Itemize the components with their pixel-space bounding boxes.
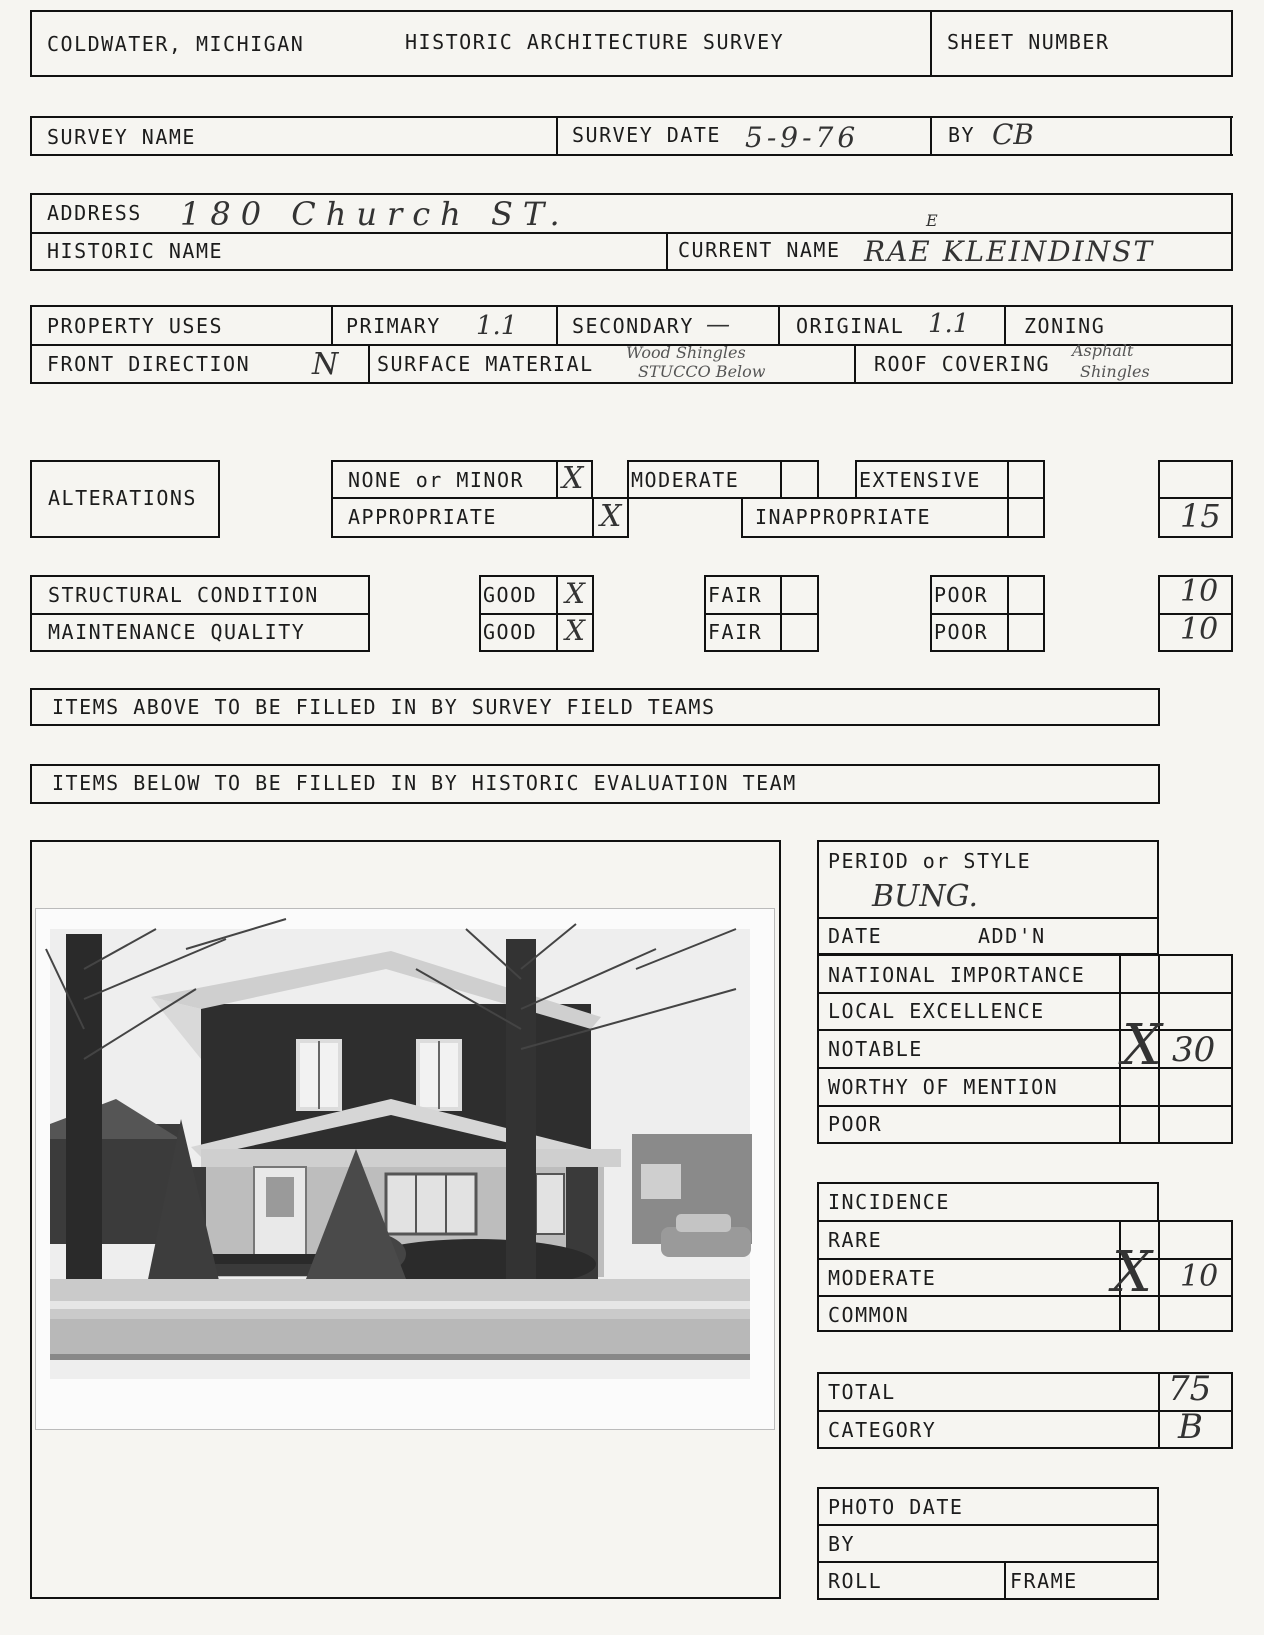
worthy-label: WORTHY OF MENTION bbox=[828, 1075, 1059, 1099]
alt-appropriate-label: APPROPRIATE bbox=[348, 505, 497, 529]
surface-material-label: SURFACE MATERIAL bbox=[377, 352, 594, 376]
surface-material-line1: Wood Shingles bbox=[626, 343, 746, 362]
local-excellence-label: LOCAL EXCELLENCE bbox=[828, 999, 1045, 1023]
period-style-value: BUNG. bbox=[872, 879, 979, 914]
roll-frame-divider bbox=[1004, 1561, 1006, 1600]
importance-row-3 bbox=[817, 1067, 1233, 1069]
original-label: ORIGINAL bbox=[796, 314, 905, 338]
form-title: HISTORIC ARCHITECTURE SURVEY bbox=[405, 30, 785, 54]
front-direction-label: FRONT DIRECTION bbox=[47, 352, 251, 376]
address-label: ADDRESS bbox=[47, 201, 142, 225]
alt-moderate-check-div bbox=[780, 460, 782, 499]
fair-check-div bbox=[780, 575, 782, 652]
national-importance-label: NATIONAL IMPORTANCE bbox=[828, 963, 1086, 987]
survey-divider-2 bbox=[930, 116, 932, 156]
secondary-value: — bbox=[706, 310, 730, 338]
name-divider bbox=[666, 232, 668, 271]
maintenance-good-mark: X bbox=[565, 614, 585, 647]
notable-label: NOTABLE bbox=[828, 1037, 923, 1061]
incidence-label: INCIDENCE bbox=[828, 1190, 950, 1214]
poor-check-div bbox=[1007, 575, 1009, 652]
importance-row-4 bbox=[817, 1105, 1233, 1107]
rare-label: RARE bbox=[828, 1228, 883, 1252]
poor-label-maintenance: POOR bbox=[934, 620, 989, 644]
common-label: COMMON bbox=[828, 1303, 910, 1327]
prop-div-6 bbox=[854, 344, 856, 384]
incidence-row-1 bbox=[817, 1258, 1233, 1260]
importance-row-2 bbox=[817, 1029, 1233, 1031]
alt-appropriate-check-div bbox=[592, 497, 594, 538]
addn-label: ADD'N bbox=[978, 924, 1046, 948]
totals-col-div bbox=[1158, 1372, 1160, 1449]
survey-right-edge bbox=[1230, 116, 1232, 156]
house-photo-image bbox=[36, 909, 774, 1429]
roof-covering-label: ROOF COVERING bbox=[874, 352, 1051, 376]
alterations-label: ALTERATIONS bbox=[48, 486, 197, 510]
note-above: ITEMS ABOVE TO BE FILLED IN BY SURVEY FIELD TEAMS bbox=[52, 695, 716, 719]
incidence-score-div bbox=[1158, 1220, 1160, 1332]
roof-covering-line1: Asphalt bbox=[1072, 341, 1134, 360]
totals-divider bbox=[817, 1410, 1233, 1412]
historic-name-label: HISTORIC NAME bbox=[47, 239, 224, 263]
alt-score: 15 bbox=[1180, 497, 1221, 535]
alt-none-minor-label: NONE or MINOR bbox=[348, 468, 525, 492]
alt-appropriate-mark: X bbox=[600, 499, 622, 534]
structural-score: 10 bbox=[1180, 574, 1219, 609]
poor-label-structural: POOR bbox=[934, 583, 989, 607]
house-photo bbox=[35, 908, 775, 1430]
maintenance-score: 10 bbox=[1180, 612, 1219, 647]
alt-inappropriate-label: INAPPROPRIATE bbox=[755, 505, 932, 529]
structural-condition-label: STRUCTURAL CONDITION bbox=[48, 583, 319, 607]
maintenance-quality-label: MAINTENANCE QUALITY bbox=[48, 620, 306, 644]
front-direction-value: N bbox=[312, 347, 339, 382]
prop-div-2 bbox=[556, 305, 558, 344]
original-value: 1.1 bbox=[928, 309, 970, 339]
alt-none-minor-mark: X bbox=[562, 461, 584, 496]
alt-none-minor-check-div bbox=[556, 460, 558, 499]
good-check-div bbox=[556, 575, 558, 652]
incidence-row-2 bbox=[817, 1295, 1233, 1297]
good-label-maintenance: GOOD bbox=[483, 620, 538, 644]
total-value: 75 bbox=[1168, 1369, 1212, 1409]
fair-label-maintenance: FAIR bbox=[708, 620, 763, 644]
photo-info-row-1 bbox=[817, 1524, 1159, 1526]
survey-divider-1 bbox=[556, 116, 558, 156]
notable-mark: X bbox=[1122, 1013, 1162, 1078]
secondary-label: SECONDARY bbox=[572, 314, 694, 338]
importance-col-div bbox=[1119, 954, 1121, 1144]
alt-moderate-label: MODERATE bbox=[631, 468, 740, 492]
prop-div-3 bbox=[778, 305, 780, 344]
sheet-number-label: SHEET NUMBER bbox=[947, 30, 1110, 54]
category-label: CATEGORY bbox=[828, 1418, 937, 1442]
incidence-moderate-score: 10 bbox=[1180, 1259, 1219, 1294]
survey-by-value: CB bbox=[992, 118, 1034, 151]
period-date-divider bbox=[817, 917, 1159, 919]
current-name-label: CURRENT NAME bbox=[678, 238, 841, 262]
survey-by-label: BY bbox=[948, 123, 976, 147]
alt-extensive-check-div bbox=[1007, 460, 1009, 499]
importance-row-1 bbox=[817, 992, 1233, 994]
prop-div-1 bbox=[331, 305, 333, 344]
date-label: DATE bbox=[828, 924, 883, 948]
alt-inappropriate-check-div bbox=[1007, 497, 1009, 538]
roof-covering-line2: Shingles bbox=[1080, 362, 1150, 381]
photo-date-label: PHOTO DATE bbox=[828, 1495, 964, 1519]
note-below: ITEMS BELOW TO BE FILLED IN BY HISTORIC EVALUATION TEAM bbox=[52, 771, 797, 795]
poor-divider bbox=[930, 613, 1045, 615]
structural-good-mark: X bbox=[565, 577, 585, 610]
condition-label-divider bbox=[30, 613, 370, 615]
address-value: 180 Church ST. bbox=[180, 195, 570, 233]
note-below-right bbox=[1158, 764, 1160, 804]
property-uses-label: PROPERTY USES bbox=[47, 314, 224, 338]
survey-name-label: SURVEY NAME bbox=[47, 125, 196, 149]
note-above-right bbox=[1158, 688, 1160, 726]
survey-date-value: 5-9-76 bbox=[745, 121, 860, 154]
photo-by-label: BY bbox=[828, 1532, 856, 1556]
photo-info-row-2 bbox=[817, 1561, 1159, 1563]
header-divider bbox=[930, 10, 932, 77]
current-name-superscript: E bbox=[926, 211, 938, 230]
good-label-structural: GOOD bbox=[483, 583, 538, 607]
surface-material-line2: STUCCO Below bbox=[638, 362, 766, 381]
current-name-value: RAE KLEINDINST bbox=[864, 235, 1155, 268]
poor-eval-label: POOR bbox=[828, 1112, 883, 1136]
category-value: B bbox=[1178, 1407, 1203, 1447]
incidence-moderate-mark: X bbox=[1112, 1240, 1152, 1305]
period-style-label: PERIOD or STYLE bbox=[828, 849, 1032, 873]
zoning-label: ZONING bbox=[1024, 314, 1106, 338]
alt-extensive-label: EXTENSIVE bbox=[859, 468, 981, 492]
total-label: TOTAL bbox=[828, 1380, 896, 1404]
prop-div-4 bbox=[1004, 305, 1006, 344]
primary-label: PRIMARY bbox=[346, 314, 441, 338]
frame-label: FRAME bbox=[1010, 1569, 1078, 1593]
fair-label-structural: FAIR bbox=[708, 583, 763, 607]
incidence-moderate-label: MODERATE bbox=[828, 1266, 937, 1290]
city-label: COLDWATER, MICHIGAN bbox=[47, 32, 305, 56]
primary-value: 1.1 bbox=[476, 311, 518, 341]
roll-label: ROLL bbox=[828, 1569, 883, 1593]
survey-date-label: SURVEY DATE bbox=[572, 123, 721, 147]
notable-score: 30 bbox=[1172, 1030, 1216, 1070]
prop-div-5 bbox=[368, 344, 370, 384]
fair-divider bbox=[704, 613, 819, 615]
